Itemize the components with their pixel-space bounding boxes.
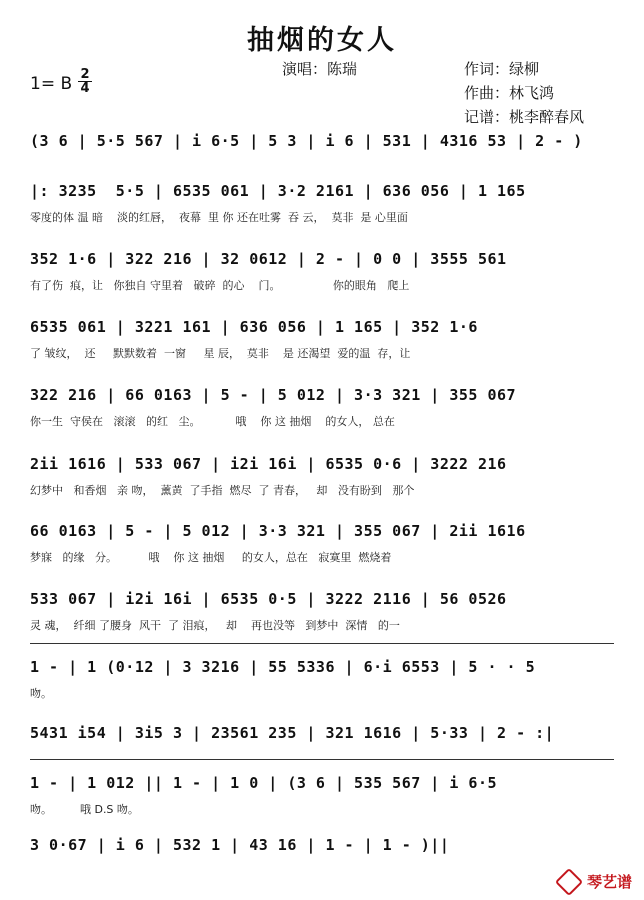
logo-icon <box>555 868 583 896</box>
notation-line: 3 0·67 | i 6 | 532 1 | 43 16 | 1 - | 1 - )|| <box>30 836 450 854</box>
volta-bracket <box>30 643 614 644</box>
notation-line: 322 216 | 66 0163 | 5 - | 5 012 | 3·3 321 | 355 067 <box>30 386 517 404</box>
transcriber-credit: 记谱：桃李醉春风 <box>464 108 585 126</box>
singer-credit: 演唱：陈瑞 <box>282 60 358 78</box>
notation-line: 533 067 | i2i 16i | 6535 0·5 | 3222 2116 | 56 0526 <box>30 590 507 608</box>
watermark-text: 琴艺谱 <box>586 872 632 891</box>
watermark-logo <box>559 871 632 893</box>
lyric-line: 梦寐 的缘 分。 哦 你 这 抽烟 的女人，总在 寂寞里 燃烧着 <box>30 551 392 564</box>
notation-line: 5431 i54 | 3i5 3 | 23561 235 | 321 1616 | 5·33 | 2 - :| <box>30 724 555 742</box>
notation-line: 352 1·6 | 322 216 | 32 0612 | 2 - | 0 0 | 3555 561 <box>30 250 507 268</box>
lyric-line: 吻。 哦 D.S 吻。 <box>30 803 139 816</box>
key-signature: 1= B <box>30 74 73 94</box>
lyric-line: 吻。 <box>30 687 52 700</box>
lyric-line: 了 皱纹， 还 默默数着 一窗 星 辰， 莫非 是 还渴望 爱的温 存，让 <box>30 347 411 360</box>
notation-line: 1 - | 1 (0·12 | 3 3216 | 55 5336 | 6·i 6553 | 5 · · 5 <box>30 658 536 676</box>
notation-line: |: 3235 5·5 | 6535 061 | 3·2 2161 | 636 056 | 1 165 <box>30 182 526 200</box>
notation-line: 2ii 1616 | 533 067 | i2i 16i | 6535 0·6 | 3222 216 <box>30 455 507 473</box>
volta-bracket <box>30 759 614 760</box>
time-signature-top: 2 <box>78 68 92 82</box>
time-signature-bottom: 4 <box>80 81 90 96</box>
notation-line: (3 6 | 5·5 567 | i 6·5 | 5 3 | i 6 | 531 | 4316 53 | 2 - ) <box>30 132 583 150</box>
notation-line: 66 0163 | 5 - | 5 012 | 3·3 321 | 355 067 | 2ii 1616 <box>30 522 526 540</box>
composer-credit: 作曲：林飞鸿 <box>464 84 555 102</box>
lyric-line: 幻梦中 和香烟 亲 吻， 薰黄 了手指 燃尽 了 青春， 却 没有盼到 那个 <box>30 484 415 497</box>
lyric-line: 灵 魂， 纤细 了腰身 风干 了 泪痕， 却 再也没等 到梦中 深情 的一 <box>30 619 400 632</box>
song-title: 抽烟的女人 <box>247 25 397 56</box>
lyric-line: 你一生 守侯在 滚滚 的红 尘。 哦 你 这 抽烟 的女人， 总在 <box>30 415 395 428</box>
lyric-line: 有了伤 痕，让 你独自 守里着 破碎 的心 门。 你的眼角 爬上 <box>30 279 410 292</box>
lyricist-credit: 作词：绿柳 <box>464 60 540 78</box>
time-signature <box>78 68 92 95</box>
lyric-line: 零度的体 温 暗 淡的红唇， 夜幕 里 你 还在吐雾 吞 云， 莫非 是 心里面 <box>30 211 408 224</box>
notation-line: 1 - | 1 012 || 1 - | 1 0 | (3 6 | 535 567 | i 6·5 <box>30 774 498 792</box>
notation-line: 6535 061 | 3221 161 | 636 056 | 1 165 | 352 1·6 <box>30 318 478 336</box>
